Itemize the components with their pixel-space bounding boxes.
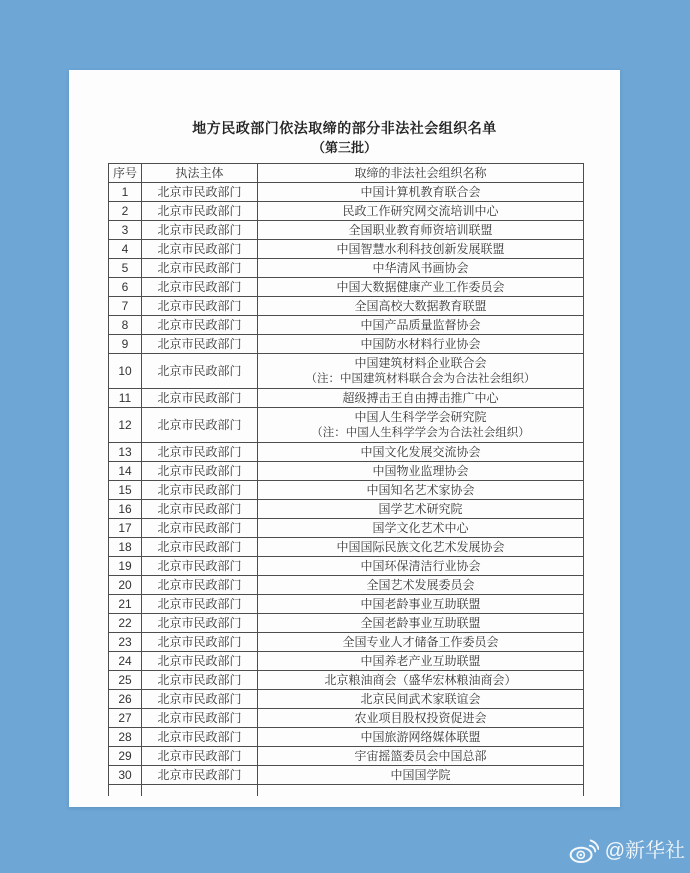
cell-organization-note: （注：中国建筑材料联合会为合法社会组织） xyxy=(305,373,536,385)
cell-serial-number: 17 xyxy=(109,519,142,538)
table-row xyxy=(109,481,584,500)
table-row xyxy=(109,519,584,538)
cell-enforcement-authority: 北京市民政部门 xyxy=(142,633,258,652)
table-row xyxy=(109,595,584,614)
table-row xyxy=(109,408,584,443)
cell-enforcement-authority: 北京市民政部门 xyxy=(142,481,258,500)
cell-enforcement-authority: 北京市民政部门 xyxy=(142,278,258,297)
table-row xyxy=(109,259,584,278)
table-row xyxy=(109,183,584,202)
cell-serial-number: 8 xyxy=(109,316,142,335)
table-row-partial xyxy=(109,785,584,796)
cell-serial-number: 11 xyxy=(109,389,142,408)
cell-enforcement-authority: 北京市民政部门 xyxy=(142,690,258,709)
cell-serial-number: 26 xyxy=(109,690,142,709)
cell-enforcement-authority: 北京市民政部门 xyxy=(142,202,258,221)
cell-enforcement-authority: 北京市民政部门 xyxy=(142,316,258,335)
table-row xyxy=(109,652,584,671)
document-title: 地方民政部门依法取缔的部分非法社会组织名单 xyxy=(192,120,497,136)
table-row xyxy=(109,278,584,297)
table-row xyxy=(109,316,584,335)
cell-enforcement-authority: 北京市民政部门 xyxy=(142,728,258,747)
table-row xyxy=(109,766,584,785)
cell-serial-number: 16 xyxy=(109,500,142,519)
cell-organization-name: 中国智慧水利科技创新发展联盟 xyxy=(258,240,584,259)
table-row xyxy=(109,462,584,481)
cell-organization-name: 国学艺术研究院 xyxy=(258,500,584,519)
watermark xyxy=(569,838,685,864)
cell-serial-number: 4 xyxy=(109,240,142,259)
cell-serial-number: 30 xyxy=(109,766,142,785)
cell-enforcement-authority: 北京市民政部门 xyxy=(142,519,258,538)
table-row xyxy=(109,709,584,728)
table-row xyxy=(109,221,584,240)
table-row xyxy=(109,335,584,354)
column-header-authority: 执法主体 xyxy=(142,164,258,183)
cell-organization-name: 中国产品质量监督协会 xyxy=(258,316,584,335)
cell-enforcement-authority: 北京市民政部门 xyxy=(142,240,258,259)
table-row xyxy=(109,500,584,519)
cell-serial-number: 25 xyxy=(109,671,142,690)
cell-organization-name: 北京粮油商会（盛华宏林粮油商会） xyxy=(258,671,584,690)
cell-enforcement-authority: 北京市民政部门 xyxy=(142,595,258,614)
cell-serial-number: 21 xyxy=(109,595,142,614)
cell-enforcement-authority: 北京市民政部门 xyxy=(142,709,258,728)
cell-enforcement-authority: 北京市民政部门 xyxy=(142,671,258,690)
cell-serial-number: 29 xyxy=(109,747,142,766)
cell-serial-number: 14 xyxy=(109,462,142,481)
cell-enforcement-authority: 北京市民政部门 xyxy=(142,297,258,316)
column-header-org-name: 取缔的非法社会组织名称 xyxy=(258,164,584,183)
table-row xyxy=(109,297,584,316)
cell-enforcement-authority: 北京市民政部门 xyxy=(142,408,258,443)
cell-organization-name: 中国人生科学学会研究院 （注：中国人生科学学会为合法社会组织） xyxy=(258,408,584,443)
document-paper xyxy=(69,70,620,807)
cell-organization-name: 中国知名艺术家协会 xyxy=(258,481,584,500)
cell-enforcement-authority: 北京市民政部门 xyxy=(142,652,258,671)
cell-serial-number: 9 xyxy=(109,335,142,354)
cell-serial-number: 10 xyxy=(109,354,142,389)
cell-organization-name: 全国高校大数据教育联盟 xyxy=(258,297,584,316)
cell-organization-name: 全国专业人才储备工作委员会 xyxy=(258,633,584,652)
cell-enforcement-authority: 北京市民政部门 xyxy=(142,259,258,278)
cell-serial-number: 7 xyxy=(109,297,142,316)
cell-organization-name: 中国建筑材料企业联合会 （注：中国建筑材料联合会为合法社会组织） xyxy=(258,354,584,389)
table-row xyxy=(109,389,584,408)
cell-organization-name: 中国大数据健康产业工作委员会 xyxy=(258,278,584,297)
cell-serial-number: 23 xyxy=(109,633,142,652)
table-row xyxy=(109,671,584,690)
table-row xyxy=(109,557,584,576)
cell-organization-name: 中华清风书画协会 xyxy=(258,259,584,278)
cell-organization-name: 中国国际民族文化艺术发展协会 xyxy=(258,538,584,557)
cell-serial-number: 22 xyxy=(109,614,142,633)
cell-serial-number: 13 xyxy=(109,443,142,462)
table-row xyxy=(109,728,584,747)
cell-enforcement-authority: 北京市民政部门 xyxy=(142,462,258,481)
table-row xyxy=(109,443,584,462)
cell-enforcement-authority: 北京市民政部门 xyxy=(142,389,258,408)
cell-enforcement-authority: 北京市民政部门 xyxy=(142,747,258,766)
cell-organization-name: 民政工作研究网交流培训中心 xyxy=(258,202,584,221)
cell-serial-number: 2 xyxy=(109,202,142,221)
cell-organization-name: 全国艺术发展委员会 xyxy=(258,576,584,595)
cell-organization-name: 宇宙摇篮委员会中国总部 xyxy=(258,747,584,766)
cell-organization-name: 农业项目股权投资促进会 xyxy=(258,709,584,728)
table-row xyxy=(109,690,584,709)
cell-organization-name: 中国文化发展交流协会 xyxy=(258,443,584,462)
cell-organization-name: 中国计算机教育联合会 xyxy=(258,183,584,202)
cell-organization-name: 中国老龄事业互助联盟 xyxy=(258,595,584,614)
cell-serial-number: 24 xyxy=(109,652,142,671)
cell-organization-note: （注：中国人生科学学会为合法社会组织） xyxy=(311,427,530,439)
cell-enforcement-authority: 北京市民政部门 xyxy=(142,557,258,576)
cell-organization-name: 中国养老产业互助联盟 xyxy=(258,652,584,671)
cell-organization-name: 国学文化艺术中心 xyxy=(258,519,584,538)
cell-enforcement-authority: 北京市民政部门 xyxy=(142,335,258,354)
cell-enforcement-authority: 北京市民政部门 xyxy=(142,221,258,240)
cell-organization-name: 中国国学院 xyxy=(258,766,584,785)
cell-organization-name: 中国防水材料行业协会 xyxy=(258,335,584,354)
cell-organization-name: 全国职业教育师资培训联盟 xyxy=(258,221,584,240)
cell-enforcement-authority: 北京市民政部门 xyxy=(142,538,258,557)
cell-enforcement-authority: 北京市民政部门 xyxy=(142,354,258,389)
cell-organization-name: 超级搏击王自由搏击推广中心 xyxy=(258,389,584,408)
cell-serial-number: 5 xyxy=(109,259,142,278)
cell-organization-name: 中国旅游网络媒体联盟 xyxy=(258,728,584,747)
cell-serial-number: 15 xyxy=(109,481,142,500)
cell-empty xyxy=(142,785,258,796)
cell-enforcement-authority: 北京市民政部门 xyxy=(142,576,258,595)
cell-serial-number: 28 xyxy=(109,728,142,747)
table-header-row xyxy=(109,164,584,183)
table-row xyxy=(109,240,584,259)
cell-enforcement-authority: 北京市民政部门 xyxy=(142,443,258,462)
cell-serial-number: 19 xyxy=(109,557,142,576)
table-row xyxy=(109,633,584,652)
table-body xyxy=(109,183,584,796)
table-row xyxy=(109,354,584,389)
table-row xyxy=(109,614,584,633)
cell-serial-number: 12 xyxy=(109,408,142,443)
weibo-icon xyxy=(569,838,599,864)
table-row xyxy=(109,576,584,595)
table-row xyxy=(109,747,584,766)
cell-serial-number: 20 xyxy=(109,576,142,595)
cell-organization-name: 中国环保清洁行业协会 xyxy=(258,557,584,576)
cell-organization-name: 北京民间武术家联谊会 xyxy=(258,690,584,709)
table-row xyxy=(109,538,584,557)
cell-empty xyxy=(258,785,584,796)
cell-serial-number: 27 xyxy=(109,709,142,728)
table-row xyxy=(109,202,584,221)
cell-enforcement-authority: 北京市民政部门 xyxy=(142,766,258,785)
cell-empty xyxy=(109,785,142,796)
cell-enforcement-authority: 北京市民政部门 xyxy=(142,614,258,633)
watermark-handle: @新华社 xyxy=(604,840,685,862)
column-header-serial: 序号 xyxy=(109,164,142,183)
cell-serial-number: 3 xyxy=(109,221,142,240)
cell-organization-name: 全国老龄事业互助联盟 xyxy=(258,614,584,633)
cell-serial-number: 18 xyxy=(109,538,142,557)
document-subtitle: （第三批） xyxy=(311,140,377,155)
cell-enforcement-authority: 北京市民政部门 xyxy=(142,183,258,202)
cell-serial-number: 1 xyxy=(109,183,142,202)
cell-serial-number: 6 xyxy=(109,278,142,297)
cell-enforcement-authority: 北京市民政部门 xyxy=(142,500,258,519)
banned-organizations-table xyxy=(108,163,584,796)
cell-organization-name: 中国物业监理协会 xyxy=(258,462,584,481)
